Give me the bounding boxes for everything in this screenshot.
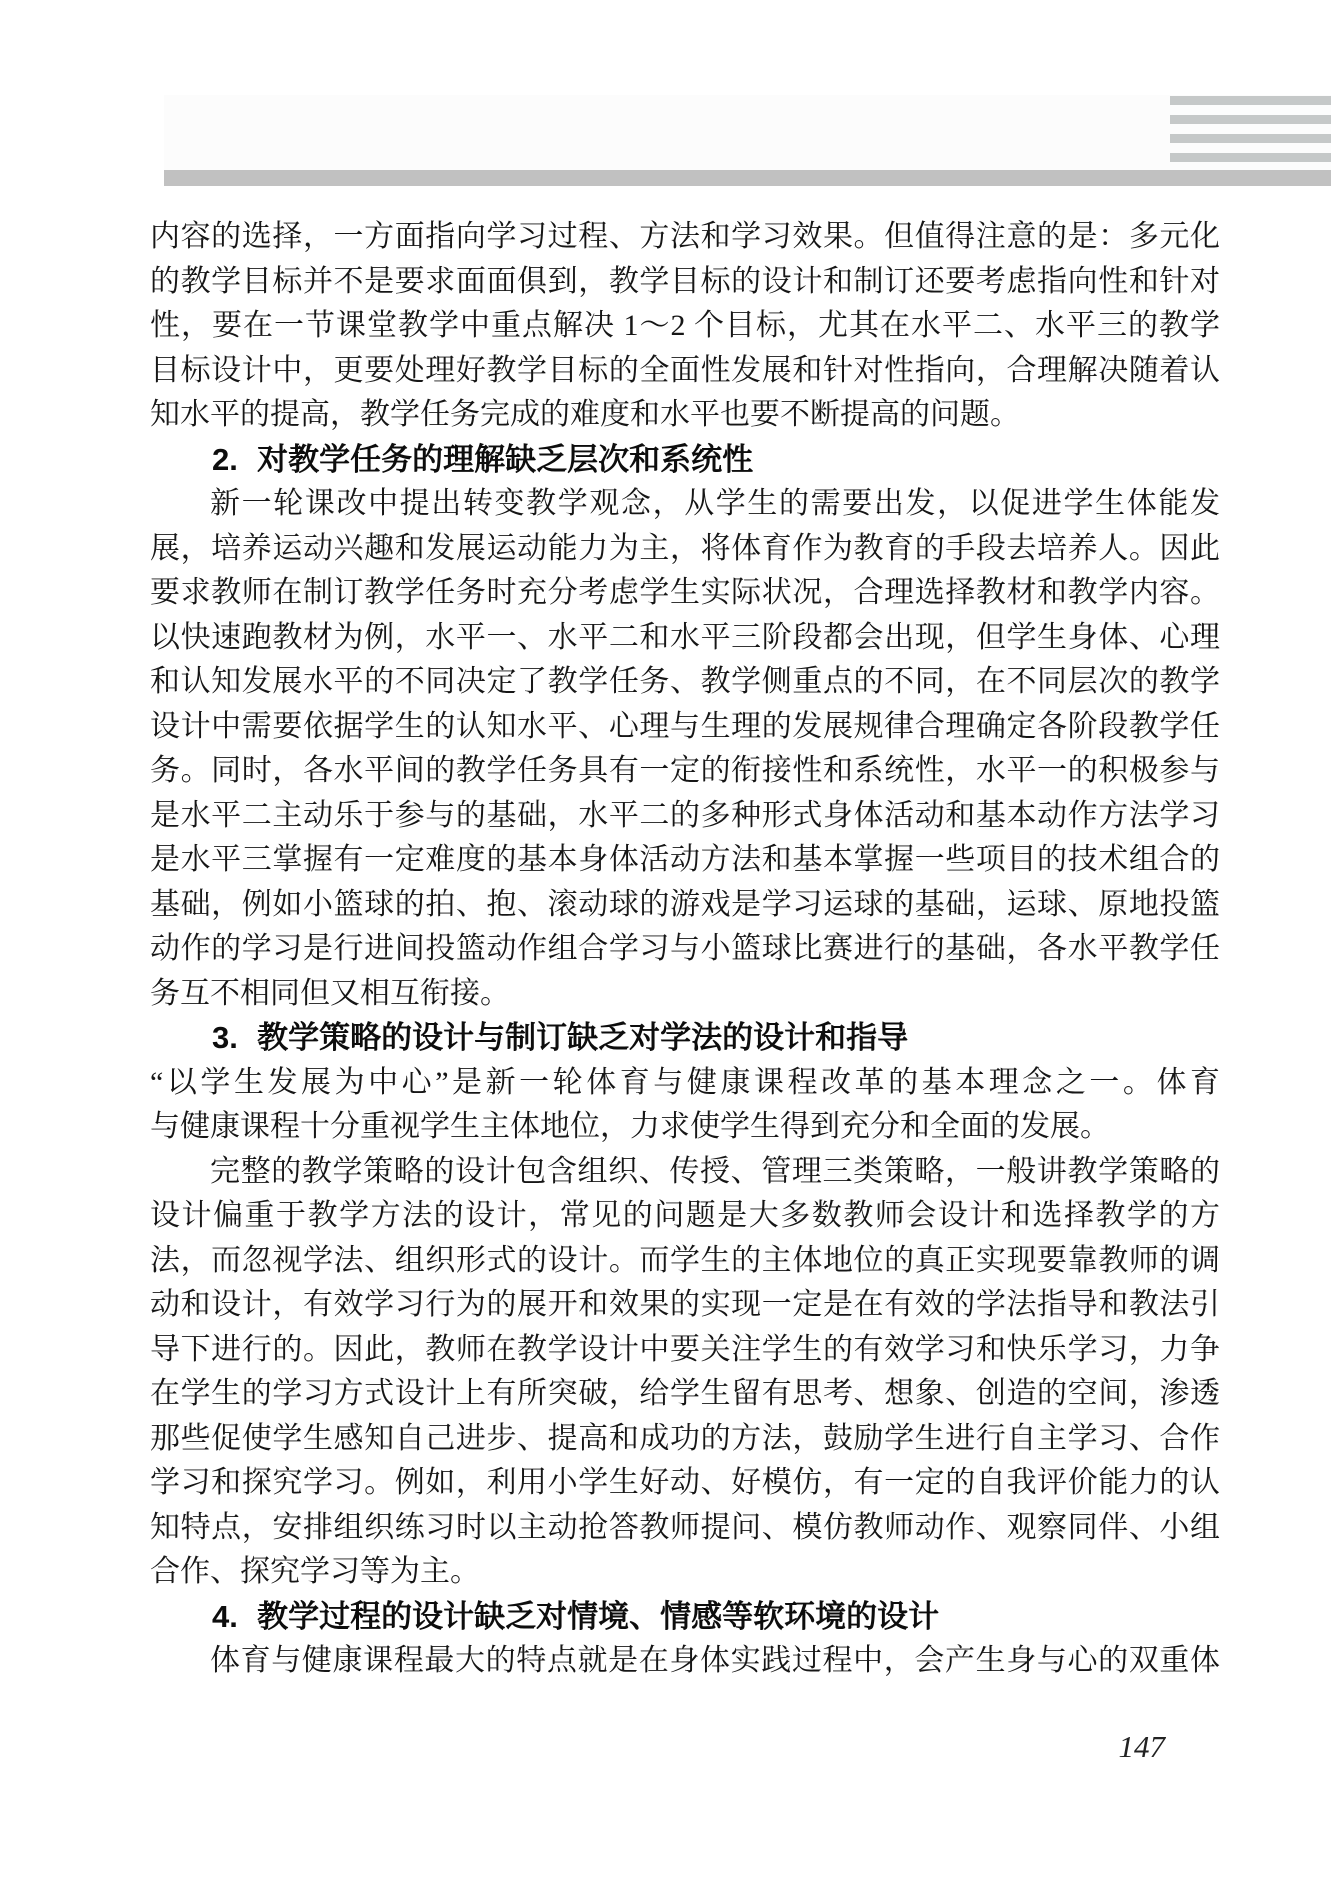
section-heading <box>150 1595 1220 1640</box>
text-line: 基础，例如小篮球的拍、抱、滚动球的游戏是学习运球的基础，运球、原地投篮 <box>150 887 1220 921</box>
section-heading-title: 教学过程的设计缺乏对情境、情感等软环境的设计 <box>257 1598 940 1634</box>
header-rule-bar <box>164 170 1331 186</box>
text-line: 内容的选择，一方面指向学习过程、方法和学习效果。但值得注意的是：多元化 <box>150 220 1220 253</box>
text-line: 与健康课程十分重视学生主体地位，力求使学生得到充分和全面的发展。 <box>150 1110 1110 1143</box>
page-number: 147 <box>1118 1729 1165 1764</box>
section-heading-number: 4. <box>212 1598 238 1634</box>
section-heading-title: 教学策略的设计与制订缺乏对学法的设计和指导 <box>257 1020 909 1055</box>
text-line: 设计中需要依据学生的认知水平、心理与生理的发展规律合理确定各阶段教学任 <box>150 709 1220 743</box>
text-line: 的教学目标并不是要求面面俱到，教学目标的设计和制订还要考虑指向性和针对 <box>150 264 1220 298</box>
header-stripe-icon <box>1170 96 1331 105</box>
header-stripe-icon <box>1170 115 1331 124</box>
text-line: 那些促使学生感知自己进步、提高和成功的方法，鼓励学生进行自主学习、合作 <box>150 1421 1220 1455</box>
text-line: 务互不相同但又相互衔接。 <box>150 976 510 1010</box>
text-line: 知水平的提高，教学任务完成的难度和水平也要不断提高的问题。 <box>150 398 1020 431</box>
text-line: 导下进行的。因此，教师在教学设计中要关注学生的有效学习和快乐学习，力争 <box>150 1332 1220 1366</box>
text-line: 学习和探究学习。例如，利用小学生好动、好模仿，有一定的自我评价能力的认 <box>150 1466 1220 1499</box>
header-stripe-icon <box>1170 153 1331 162</box>
text-line: 是水平二主动乐于参与的基础，水平二的多种形式身体活动和基本动作方法学习 <box>150 798 1220 832</box>
text-line: 要求教师在制订教学任务时充分考虑学生实际状况，合理选择教材和教学内容。 <box>150 576 1220 609</box>
text-line: 性，要在一节课堂教学中重点解决 1～2 个目标，尤其在水平二、水平三的教学 <box>150 309 1220 342</box>
text-line: 动和设计，有效学习行为的展开和效果的实现一定是在有效的学法指导和教法引 <box>150 1288 1220 1321</box>
text-line: 展，培养运动兴趣和发展运动能力为主，将体育作为教育的手段去培养人。因此 <box>150 531 1220 565</box>
section-heading-number: 3. <box>212 1020 238 1055</box>
text-line: “以学生发展为中心”是新一轮体育与健康课程改革的基本理念之一。体育 <box>150 1065 1220 1099</box>
section-heading <box>150 438 1220 483</box>
text-line: 合作、探究学习等为主。 <box>150 1555 480 1588</box>
header-gradient-band <box>164 95 1331 170</box>
text-line: 在学生的学习方式设计上有所突破，给学生留有思考、想象、创造的空间，渗透 <box>150 1377 1220 1410</box>
header-stripe-icon <box>1170 134 1331 143</box>
text-line: 动作的学习是行进间投篮动作组合学习与小篮球比赛进行的基础，各水平教学任 <box>150 932 1220 965</box>
section-heading-title: 对教学任务的理解缺乏层次和系统性 <box>257 441 754 477</box>
text-line: 知特点，安排组织练习时以主动抢答教师提问、模仿教师动作、观察同伴、小组 <box>150 1510 1220 1544</box>
text-line: 新一轮课改中提出转变教学观念，从学生的需要出发，以促进学生体能发 <box>210 487 1220 520</box>
text-line: 是水平三掌握有一定难度的基本身体活动方法和基本掌握一些项目的技术组合的 <box>150 843 1220 876</box>
page-body-text <box>150 215 1220 1684</box>
section-heading <box>150 1016 1220 1061</box>
text-line: 和认知发展水平的不同决定了教学任务、教学侧重点的不同，在不同层次的教学 <box>150 665 1220 698</box>
text-line: 设计偏重于教学方法的设计，常见的问题是大多数教师会设计和选择教学的方 <box>150 1199 1220 1232</box>
text-line: 完整的教学策略的设计包含组织、传授、管理三类策略，一般讲教学策略的 <box>210 1154 1220 1188</box>
text-line: 法，而忽视学法、组织形式的设计。而学生的主体地位的真正实现要靠教师的调 <box>150 1243 1220 1277</box>
text-line: 目标设计中，更要处理好教学目标的全面性发展和针对性指向，合理解决随着认 <box>150 353 1220 387</box>
section-heading-number: 2. <box>212 441 238 477</box>
text-line: 以快速跑教材为例，水平一、水平二和水平三阶段都会出现，但学生身体、心理 <box>150 620 1220 654</box>
text-line: 务。同时，各水平间的教学任务具有一定的衔接性和系统性，水平一的积极参与 <box>150 754 1220 787</box>
text-line: 体育与健康课程最大的特点就是在身体实践过程中，会产生身与心的双重体 <box>210 1644 1220 1677</box>
